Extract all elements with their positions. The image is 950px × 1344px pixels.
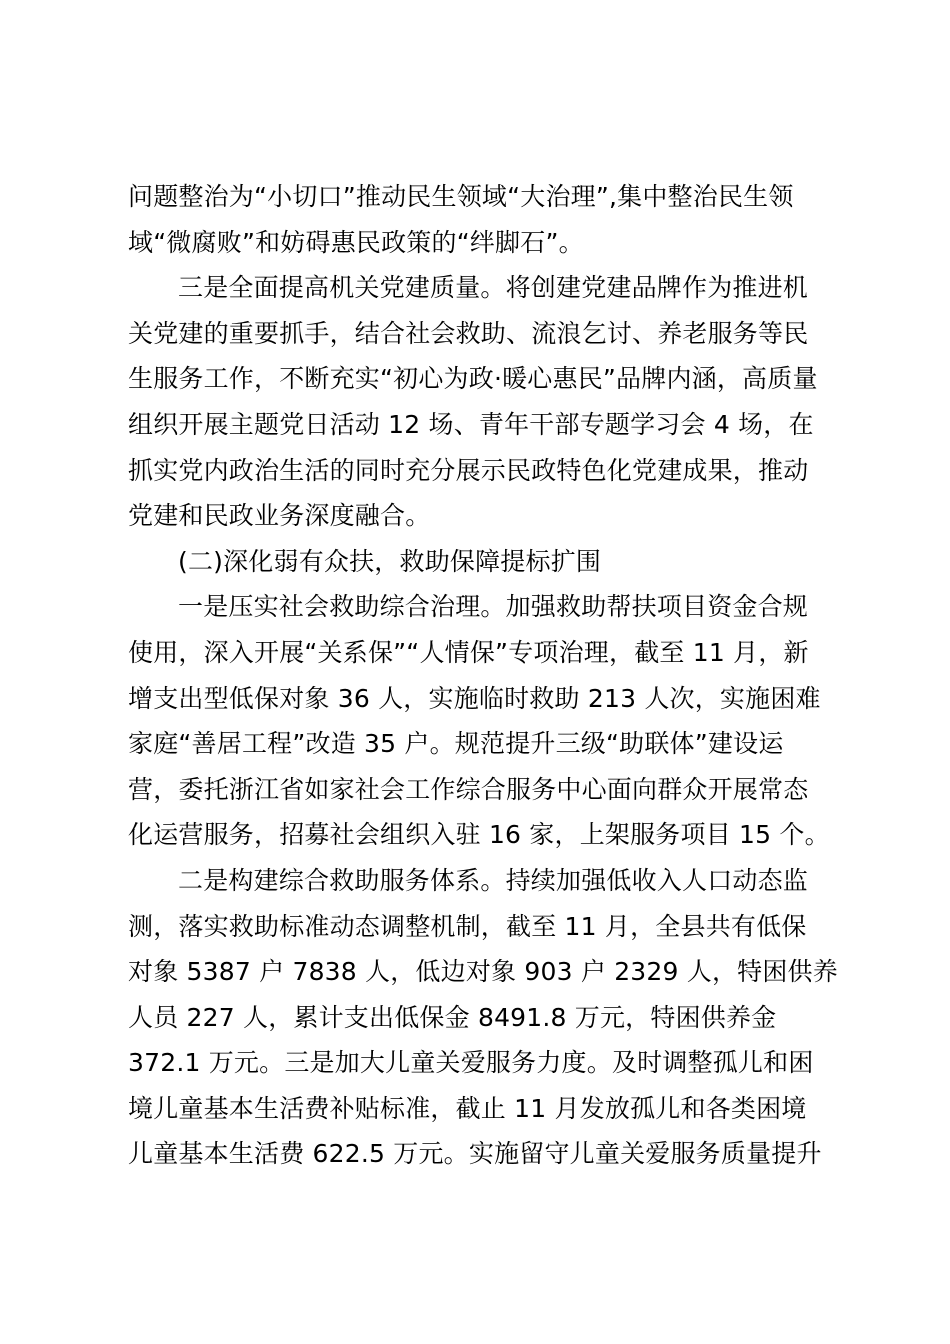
text-line: 372.1 万元。三是加大儿童关爱服务力度。及时调整孤儿和困 [128, 1048, 814, 1078]
text-line: 化运营服务，招募社会组织入驻 16 家，上架服务项目 15 个。 [128, 820, 830, 850]
text-line: 增支出型低保对象 36 人，实施临时救助 213 人次，实施困难 [128, 683, 821, 713]
text-line: 生服务工作，不断充实“初心为政·暖心惠民”品牌内涵，高质量 [128, 364, 818, 394]
paragraph-start-line: 二是构建综合救助服务体系。持续加强低收入人口动态监 [178, 865, 809, 895]
text-line: 人员 227 人，累计支出低保金 8491.8 万元，特困供养金 [128, 1002, 777, 1032]
text-line: 党建和民政业务深度融合。 [128, 501, 431, 531]
document-body [128, 174, 838, 1177]
text-line: 对象 5387 户 7838 人，低边对象 903 户 2329 人，特困供养 [128, 957, 838, 987]
paragraph-start-line: 一是压实社会救助综合治理。加强救助帮扶项目资金合规 [178, 592, 809, 622]
text-line: 测，落实救助标准动态调整机制，截至 11 月，全县共有低保 [128, 911, 807, 941]
text-line: 境儿童基本生活费补贴标准，截止 11 月发放孤儿和各类困境 [128, 1093, 807, 1123]
paragraph-start-line: 三是全面提高机关党建质量。将创建党建品牌作为推进机 [178, 273, 809, 303]
text-line: 家庭“善居工程”改造 35 户。规范提升三级“助联体”建设运 [128, 729, 784, 759]
text-line: 问题整治为“小切口”推动民生领域“大治理”,集中整治民生领 [128, 182, 794, 211]
section-heading: (二)深化弱有众扶，救助保障提标扩围 [178, 546, 602, 576]
text-line: 组织开展主题党日活动 12 场、青年干部专题学习会 4 场，在 [128, 409, 814, 439]
text-line: 域“微腐败”和妨碍惠民政策的“绊脚石”。 [128, 227, 584, 257]
text-line: 关党建的重要抓手，结合社会救助、流浪乞讨、养老服务等民 [128, 318, 809, 348]
text-line: 儿童基本生活费 622.5 万元。实施留守儿童关爱服务质量提升 [128, 1139, 822, 1169]
text-line: 抓实党内政治生活的同时充分展示民政特色化党建成果，推动 [128, 455, 809, 485]
text-line: 使用，深入开展“关系保”“人情保”专项治理，截至 11 月，新 [128, 637, 809, 667]
text-line: 营，委托浙江省如家社会工作综合服务中心面向群众开展常态 [128, 774, 809, 804]
